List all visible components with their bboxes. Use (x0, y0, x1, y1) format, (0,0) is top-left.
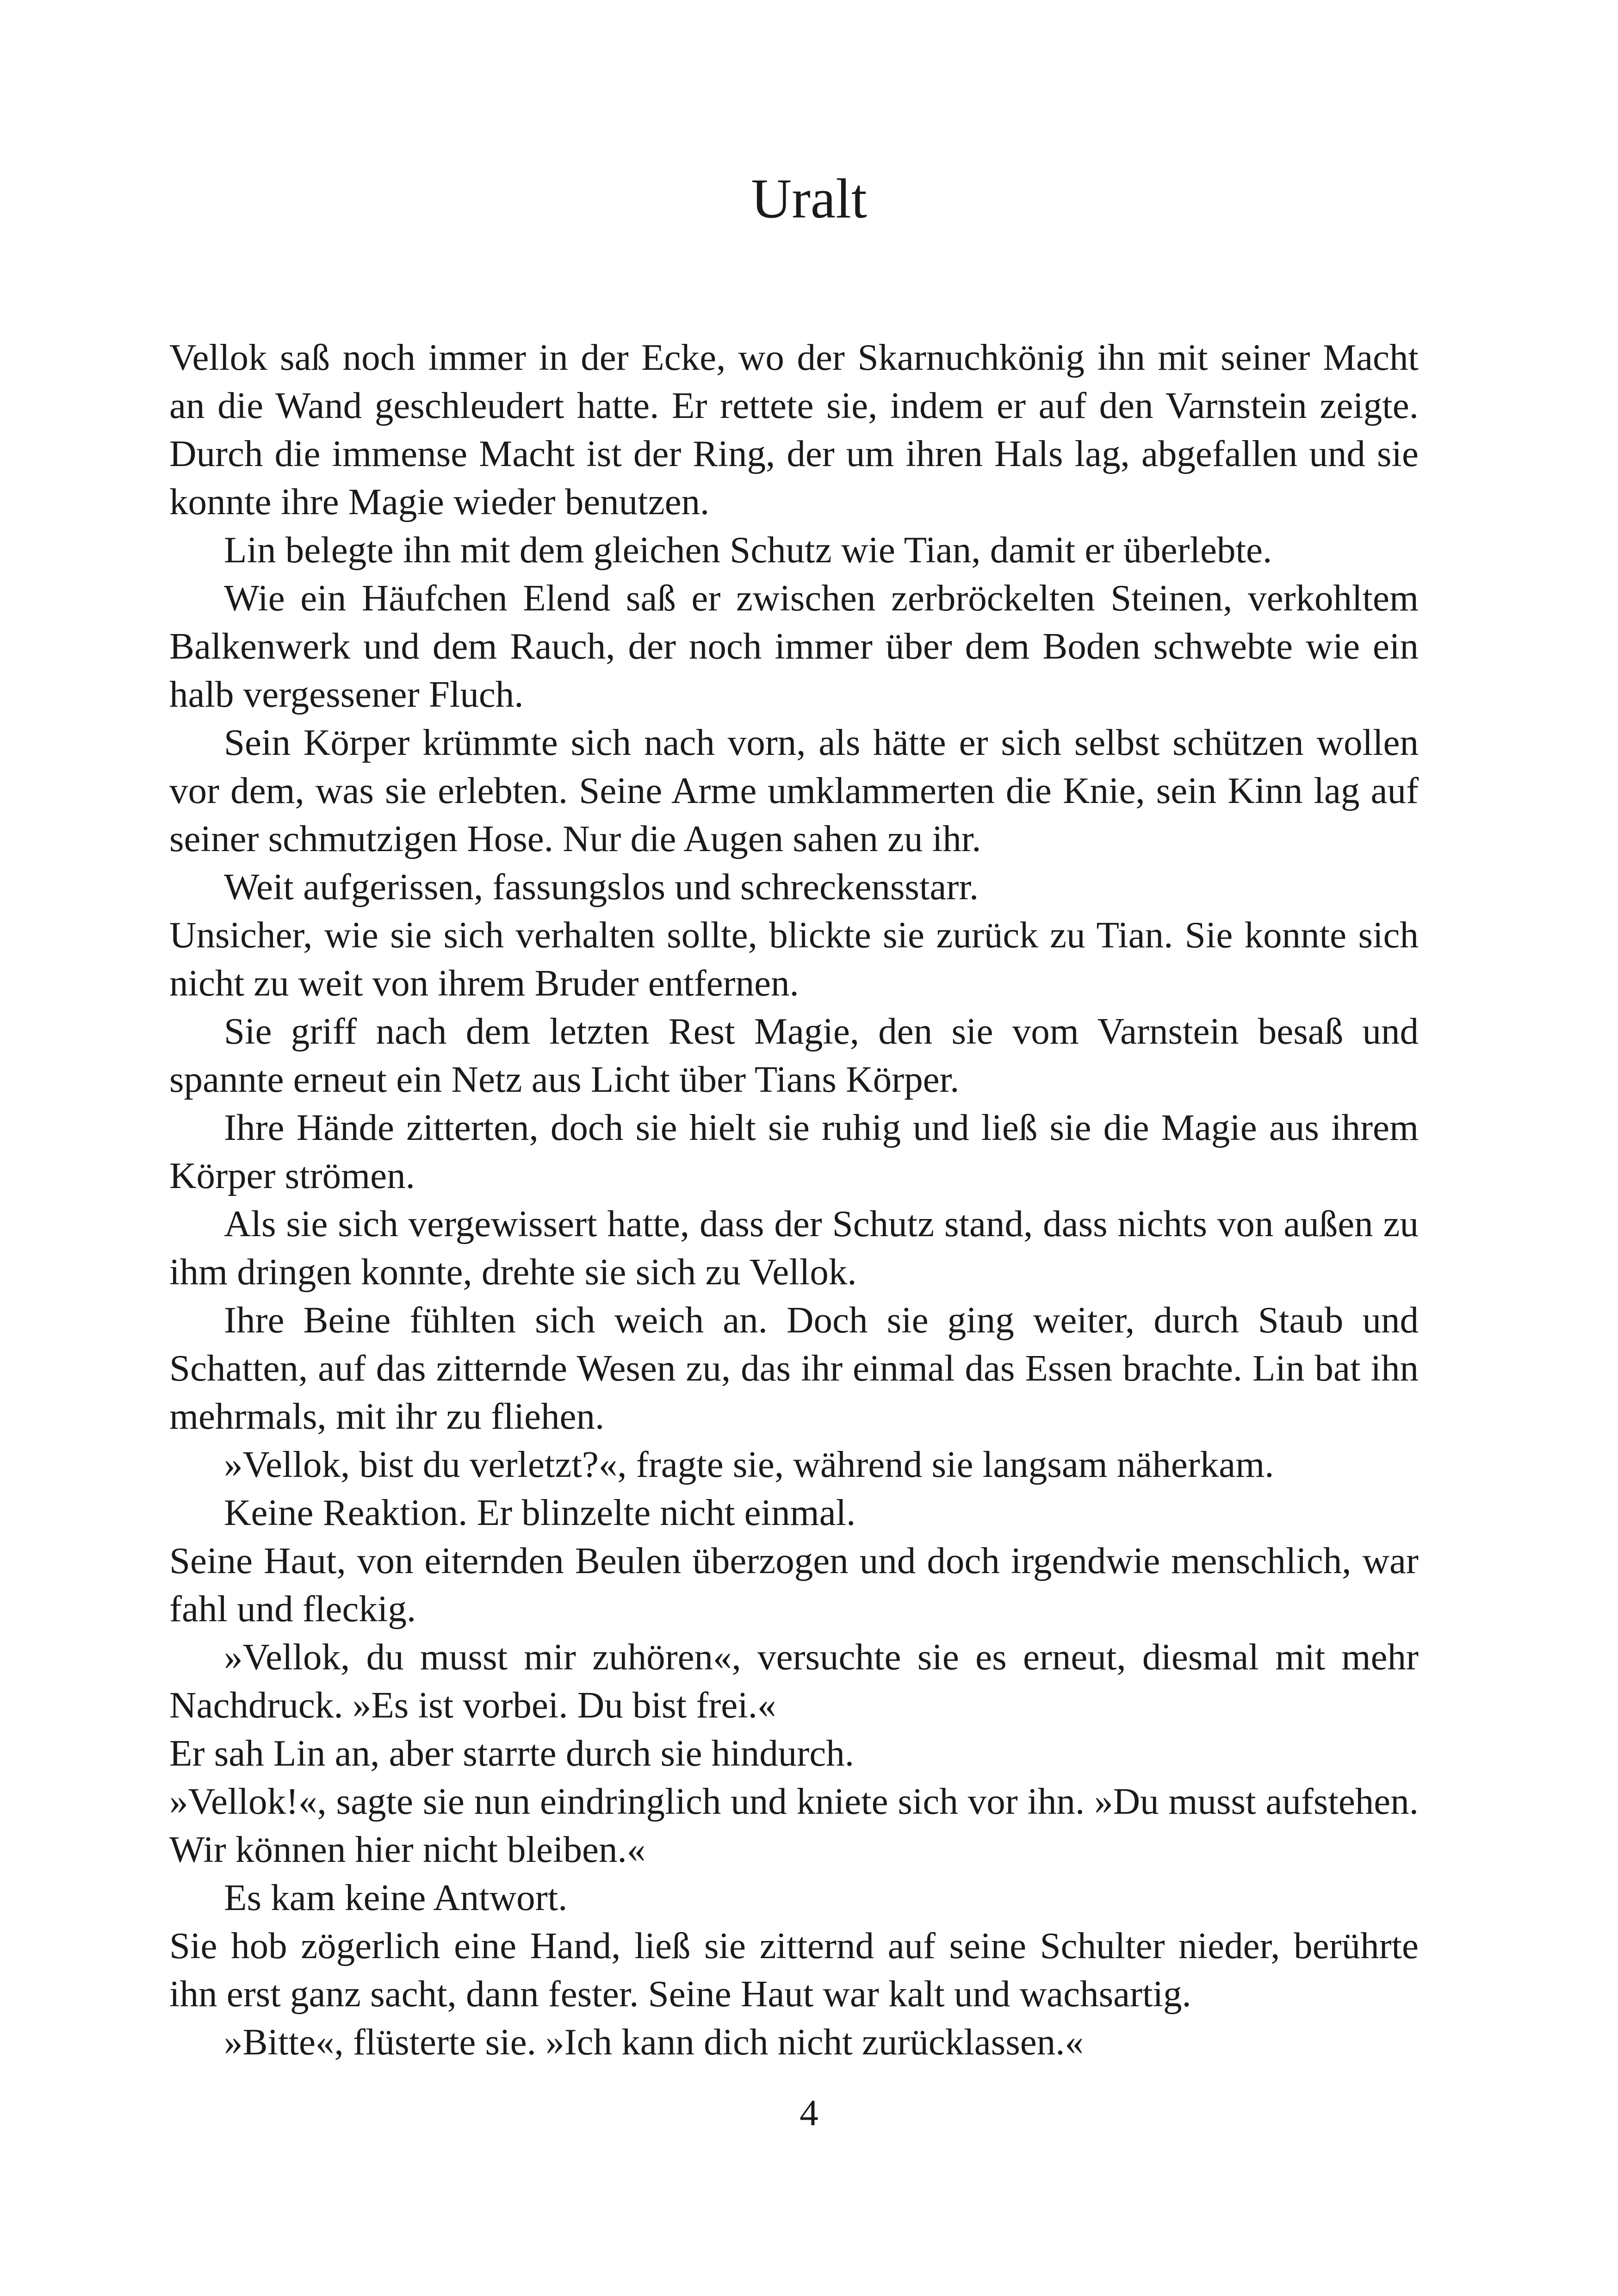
paragraph: »Vellok, bist du verletzt?«, fragte sie, während sie langsam näherkam. (224, 1444, 1274, 1485)
paragraph: Er sah Lin an, aber starrte durch sie hindurch. (169, 1732, 854, 1774)
page-number: 4 (800, 2092, 818, 2134)
paragraph: Vellok saß noch immer in der Ecke, wo der Skarnuchkönig ihn mit seiner Macht an die Wand geschleudert hatte. Er rettete sie, indem er auf den Varnstein zeigte. Durch die immense Macht ist der Ring, der um ihren Hals lag, abgefallen und sie konnte ihre Magie wieder benutzen. (169, 336, 1419, 523)
paragraph: Wie ein Häufchen Elend saß er zwischen zerbröckelten Steinen, verkohltem Balkenwerk und dem Rauch, der noch immer über dem Boden schwebte wie ein halb vergessener Fluch. (169, 577, 1419, 715)
paragraph: »Vellok!«, sagte sie nun eindringlich und kniete sich vor ihn. »Du musst aufstehen. Wir können hier nicht bleiben.« (169, 1780, 1419, 1870)
body-text (169, 333, 1419, 2066)
paragraph: Sein Körper krümmte sich nach vorn, als hätte er sich selbst schützen wollen vor dem, was sie erlebten. Seine Arme umklammerten die Knie, sein Kinn lag auf seiner schmutzigen Hose. Nur die Augen sahen zu ihr. (169, 722, 1419, 859)
paragraph: Weit aufgerissen, fassungslos und schreckensstarr. (224, 866, 979, 908)
paragraph: Es kam keine Antwort. (224, 1877, 568, 1918)
chapter-title: Uralt (751, 168, 867, 230)
paragraph: Als sie sich vergewissert hatte, dass der Schutz stand, dass nichts von außen zu ihm dringen konnte, drehte sie sich zu Vellok. (169, 1203, 1419, 1293)
paragraph: Lin belegte ihn mit dem gleichen Schutz wie Tian, damit er überlebte. (224, 529, 1272, 571)
paragraph: Keine Reaktion. Er blinzelte nicht einmal. (224, 1492, 856, 1533)
paragraph: »Vellok, du musst mir zuhören«, versuchte sie es erneut, diesmal mit mehr Nachdruck. »Es ist vorbei. Du bist frei.« (169, 1636, 1419, 1726)
paragraph: Ihre Hände zitterten, doch sie hielt sie ruhig und ließ sie die Magie aus ihrem Körper strömen. (169, 1107, 1419, 1196)
paragraph: Ihre Beine fühlten sich weich an. Doch sie ging weiter, durch Staub und Schatten, auf das zitternde Wesen zu, das ihr einmal das Essen brachte. Lin bat ihn mehrmals, mit ihr zu fliehen. (169, 1299, 1419, 1437)
paragraph: Unsicher, wie sie sich verhalten sollte, blickte sie zurück zu Tian. Sie konnte sich nicht zu weit von ihrem Bruder entfernen. (169, 914, 1419, 1004)
paragraph: »Bitte«, flüsterte sie. »Ich kann dich nicht zurücklassen.« (224, 2021, 1084, 2063)
paragraph: Sie hob zögerlich eine Hand, ließ sie zitternd auf seine Schulter nieder, berührte ihn erst ganz sacht, dann fester. Seine Haut war kalt und wachsartig. (169, 1925, 1419, 2015)
paragraph: Seine Haut, von eiternden Beulen überzogen und doch irgendwie menschlich, war fahl und fleckig. (169, 1540, 1419, 1630)
paragraph: Sie griff nach dem letzten Rest Magie, den sie vom Varnstein besaß und spannte erneut ein Netz aus Licht über Tians Körper. (169, 1010, 1419, 1100)
